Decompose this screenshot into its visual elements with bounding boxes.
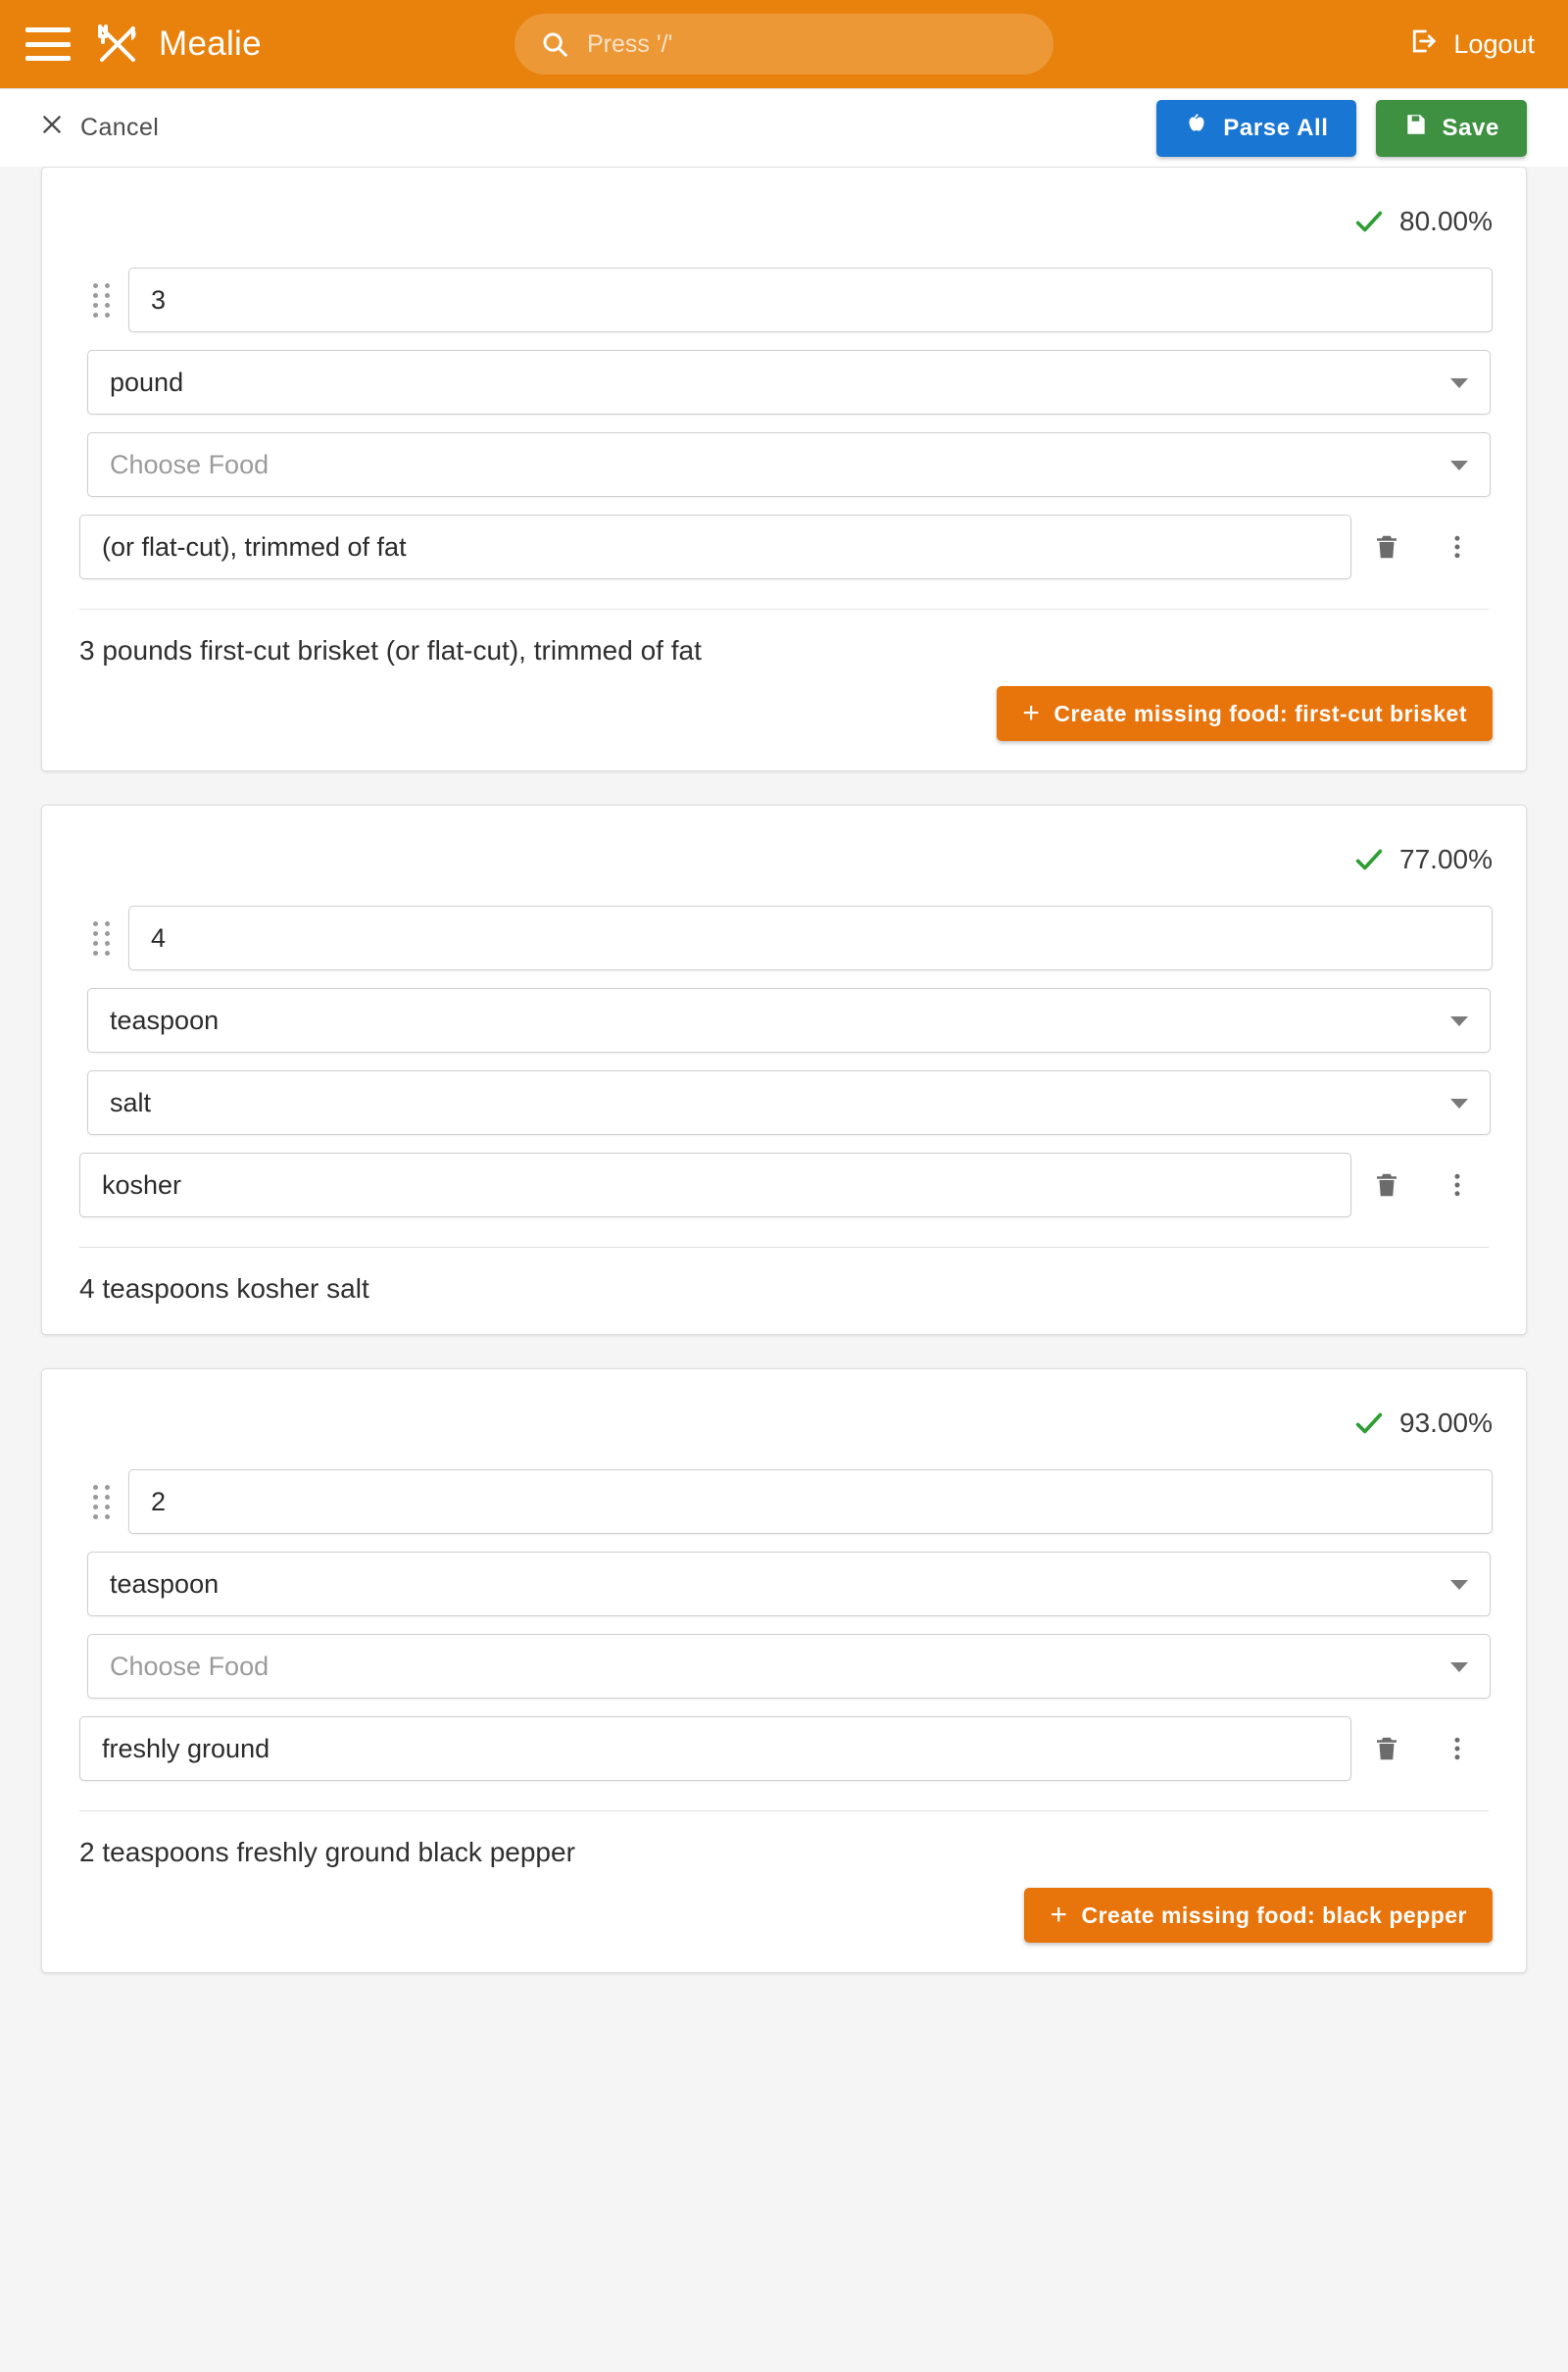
hamburger-icon[interactable] bbox=[25, 27, 71, 61]
divider bbox=[79, 1247, 1489, 1248]
ingredient-summary: 2 teaspoons freshly ground black pepper bbox=[79, 1837, 575, 1867]
logout-icon bbox=[1408, 26, 1438, 63]
ingredient-summary: 4 teaspoons kosher salt bbox=[79, 1273, 369, 1304]
confidence-value: 77.00% bbox=[1399, 844, 1493, 874]
drag-handle-icon[interactable] bbox=[75, 283, 128, 318]
note-row bbox=[79, 515, 1493, 579]
close-icon bbox=[39, 112, 65, 144]
chevron-down-icon bbox=[1450, 461, 1468, 470]
create-missing-food-button[interactable] bbox=[997, 686, 1493, 741]
unit-value: teaspoon bbox=[110, 1568, 220, 1599]
confidence-row bbox=[75, 193, 1493, 250]
create-missing-food-label: Create missing food: first-cut brisket bbox=[1054, 700, 1467, 726]
chevron-down-icon bbox=[1450, 1016, 1468, 1026]
ingredient-card bbox=[41, 167, 1527, 771]
ingredient-summary: 3 pounds first-cut brisket (or flat-cut), trimmed of fat bbox=[79, 635, 702, 666]
unit-value: pound bbox=[110, 367, 184, 397]
more-vertical-icon[interactable] bbox=[1422, 515, 1493, 579]
cancel-button[interactable] bbox=[39, 112, 159, 144]
note-input[interactable]: (or flat-cut), trimmed of fat bbox=[79, 515, 1351, 579]
ingredient-card bbox=[41, 1368, 1527, 1973]
chevron-down-icon bbox=[1450, 1580, 1468, 1590]
apple-icon bbox=[1184, 112, 1209, 144]
quantity-input[interactable]: 4 bbox=[128, 906, 1493, 970]
food-value: salt bbox=[110, 1087, 152, 1117]
logout-button[interactable] bbox=[1408, 26, 1535, 63]
drag-handle-icon[interactable] bbox=[75, 921, 128, 956]
note-input[interactable]: freshly ground bbox=[79, 1716, 1351, 1781]
divider bbox=[79, 609, 1489, 610]
ingredient-list bbox=[0, 167, 1568, 1973]
ingredient-card bbox=[41, 805, 1527, 1335]
save-button[interactable] bbox=[1376, 100, 1527, 157]
chevron-down-icon bbox=[1450, 1099, 1468, 1109]
search-icon bbox=[540, 29, 569, 59]
more-vertical-icon[interactable] bbox=[1422, 1716, 1493, 1781]
food-value: Choose Food bbox=[110, 1651, 270, 1681]
food-select[interactable] bbox=[87, 1070, 1491, 1135]
divider bbox=[79, 1810, 1489, 1811]
confidence-row bbox=[75, 831, 1493, 888]
more-vertical-icon[interactable] bbox=[1422, 1153, 1493, 1217]
check-icon bbox=[1352, 1407, 1386, 1440]
unit-select[interactable] bbox=[87, 1552, 1491, 1616]
confidence-row bbox=[75, 1395, 1493, 1452]
parse-all-button[interactable] bbox=[1156, 100, 1355, 157]
delete-ingredient-button[interactable] bbox=[1351, 1153, 1422, 1217]
parse-all-label: Parse All bbox=[1223, 114, 1329, 141]
delete-ingredient-button[interactable] bbox=[1351, 515, 1422, 579]
app-header bbox=[0, 0, 1568, 88]
plus-icon: + bbox=[1022, 697, 1041, 729]
quantity-row bbox=[75, 1469, 1493, 1534]
note-row bbox=[79, 1716, 1493, 1781]
food-select[interactable] bbox=[87, 432, 1491, 497]
delete-ingredient-button[interactable] bbox=[1351, 1716, 1422, 1781]
create-missing-food-label: Create missing food: black pepper bbox=[1081, 1902, 1467, 1928]
quantity-row bbox=[75, 906, 1493, 970]
chevron-down-icon bbox=[1450, 1662, 1468, 1672]
quantity-input[interactable]: 3 bbox=[128, 268, 1493, 332]
logout-label: Logout bbox=[1453, 28, 1535, 59]
check-icon bbox=[1352, 205, 1386, 238]
search-input[interactable] bbox=[514, 14, 1054, 74]
plus-icon: + bbox=[1050, 1899, 1068, 1931]
app-title: Mealie bbox=[159, 25, 262, 63]
unit-select[interactable] bbox=[87, 350, 1491, 415]
unit-select[interactable] bbox=[87, 988, 1491, 1053]
cancel-label: Cancel bbox=[80, 114, 160, 141]
floppy-disk-icon bbox=[1403, 112, 1429, 144]
create-missing-food-button[interactable] bbox=[1024, 1888, 1493, 1943]
quantity-input[interactable]: 2 bbox=[128, 1469, 1493, 1534]
quantity-row bbox=[75, 268, 1493, 332]
save-label: Save bbox=[1442, 114, 1499, 141]
confidence-value: 93.00% bbox=[1399, 1408, 1493, 1438]
check-icon bbox=[1352, 843, 1386, 876]
create-missing-row bbox=[75, 686, 1493, 741]
search-placeholder: Press '/' bbox=[587, 29, 673, 58]
unit-value: teaspoon bbox=[110, 1005, 220, 1035]
fork-knife-logo-icon bbox=[94, 23, 141, 66]
confidence-value: 80.00% bbox=[1399, 206, 1493, 236]
food-select[interactable] bbox=[87, 1634, 1491, 1699]
create-missing-row bbox=[75, 1888, 1493, 1943]
edit-toolbar bbox=[0, 88, 1568, 167]
drag-handle-icon[interactable] bbox=[75, 1485, 128, 1519]
chevron-down-icon bbox=[1450, 378, 1468, 388]
note-row bbox=[79, 1153, 1493, 1217]
toolbar-actions bbox=[1156, 100, 1527, 157]
note-input[interactable]: kosher bbox=[79, 1153, 1351, 1217]
food-value: Choose Food bbox=[110, 449, 270, 479]
